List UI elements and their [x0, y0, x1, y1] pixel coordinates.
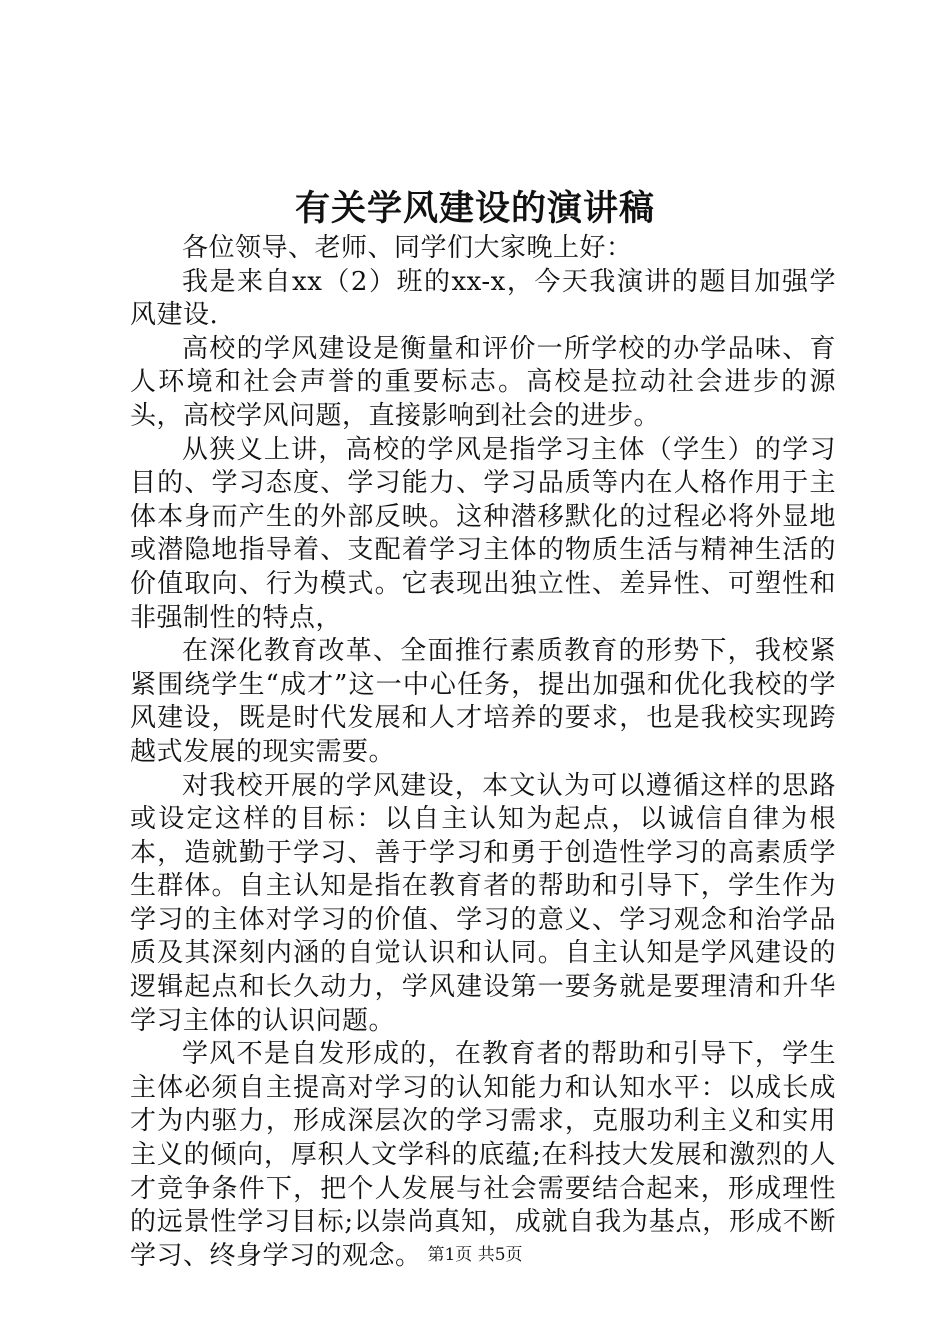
document-title: 有关学风建设的演讲稿: [294, 188, 655, 229]
paragraph: 对我校开展的学风建设，本文认为可以遵循这样的思路或设定这样的目标：以自主认知为起点，以诚信自律为根本，造就勤于学习、善于学习和勇于创造性学习的高素质学生群体。自主认知是指在教育者的帮助和引导下，学生作为学习的主体对学习的价值、学习的意义、学习观念和治学品质及其深刻内涵的自觉认识和认同。自主认知是学风建设的逻辑起点和长久动力，学风建设第一要务就是要理清和升华学习主体的认识问题。: [130, 770, 836, 1036]
paragraph: 学风不是自发形成的，在教育者的帮助和引导下，学生主体必须自主提高对学习的认知能力和认知水平：以成长成才为内驱力，形成深层次的学习需求，克服功利主义和实用主义的倾向，厚积人文学科的底蕴;在科技大发展和激烈的人才竞争条件下，把个人发展与社会需要结合起来，形成理性的远景性学习目标;以崇尚真知，成就自我为基点，形成不断学习、终身学习的观念。: [130, 1039, 836, 1271]
document-body: [130, 232, 836, 1273]
page-number-footer: 第1页 共5页: [427, 1245, 523, 1265]
paragraph: 从狭义上讲，高校的学风是指学习主体（学生）的学习目的、学习态度、学习能力、学习品质等内在人格作用于主体本身而产生的外部反映。这种潜移默化的过程必将外显地或潜隐地指导着、支配着学习主体的物质生活与精神生活的价值取向、行为模式。它表现出独立性、差异性、可塑性和非强制性的特点，: [130, 434, 836, 633]
paragraph-greeting: 各位领导、老师、同学们大家晚上好：: [182, 233, 633, 263]
paragraph: 在深化教育改革、全面推行素质教育的形势下，我校紧紧围绕学生“成才”这一中心任务，提出加强和优化我校的学风建设，既是时代发展和人才培养的要求，也是我校实现跨越式发展的现实需要。: [130, 636, 836, 767]
paragraph: 高校的学风建设是衡量和评价一所学校的办学品味、育人环境和社会声誉的重要标志。高校是拉动社会进步的源头，高校学风问题，直接影响到社会的进步。: [130, 333, 836, 431]
paragraph-introduction: 我是来自xx（2）班的xx-x，今天我演讲的题目加强学风建设.: [130, 266, 836, 331]
